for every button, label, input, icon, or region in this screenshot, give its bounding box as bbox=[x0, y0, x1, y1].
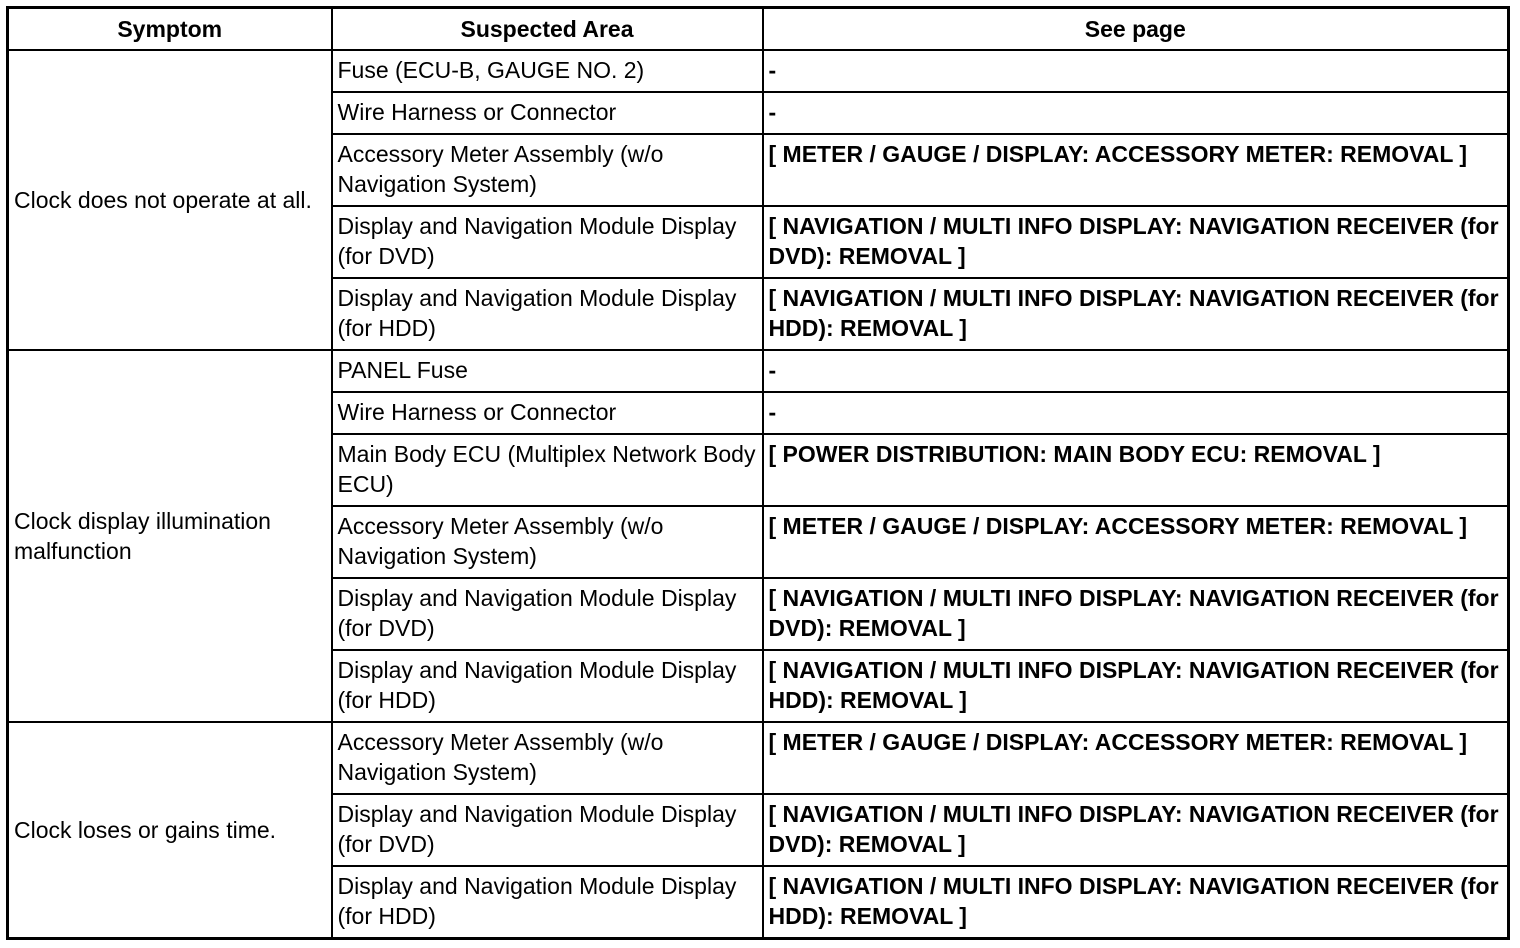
header-row bbox=[8, 8, 1509, 51]
suspected-area-cell: Display and Navigation Module Display (for HDD) bbox=[332, 650, 763, 722]
suspected-area-cell: Wire Harness or Connector bbox=[332, 92, 763, 134]
troubleshooting-table bbox=[6, 6, 1510, 940]
suspected-area-cell: Accessory Meter Assembly (w/o Navigation System) bbox=[332, 506, 763, 578]
suspected-area-cell: Display and Navigation Module Display (for DVD) bbox=[332, 578, 763, 650]
see-page-link[interactable]: [ METER / GAUGE / DISPLAY: ACCESSORY METER: REMOVAL ] bbox=[763, 722, 1509, 794]
see-page-cell: - bbox=[763, 92, 1509, 134]
see-page-link[interactable]: [ NAVIGATION / MULTI INFO DISPLAY: NAVIGATION RECEIVER (for HDD): REMOVAL ] bbox=[763, 650, 1509, 722]
see-page-link[interactable]: [ NAVIGATION / MULTI INFO DISPLAY: NAVIGATION RECEIVER (for DVD): REMOVAL ] bbox=[763, 794, 1509, 866]
see-page-link[interactable]: [ NAVIGATION / MULTI INFO DISPLAY: NAVIGATION RECEIVER (for HDD): REMOVAL ] bbox=[763, 866, 1509, 939]
see-page-cell: - bbox=[763, 392, 1509, 434]
suspected-area-cell: Display and Navigation Module Display (for DVD) bbox=[332, 206, 763, 278]
symptom-cell: Clock display illumination malfunction bbox=[8, 350, 332, 722]
symptom-cell: Clock loses or gains time. bbox=[8, 722, 332, 939]
see-page-cell: - bbox=[763, 50, 1509, 92]
header-see-page: See page bbox=[763, 8, 1509, 51]
suspected-area-cell: Accessory Meter Assembly (w/o Navigation System) bbox=[332, 722, 763, 794]
see-page-link[interactable]: [ NAVIGATION / MULTI INFO DISPLAY: NAVIGATION RECEIVER (for DVD): REMOVAL ] bbox=[763, 578, 1509, 650]
see-page-link[interactable]: [ METER / GAUGE / DISPLAY: ACCESSORY METER: REMOVAL ] bbox=[763, 506, 1509, 578]
suspected-area-cell: Display and Navigation Module Display (for HDD) bbox=[332, 866, 763, 939]
suspected-area-cell: Main Body ECU (Multiplex Network Body ECU) bbox=[332, 434, 763, 506]
header-suspected-area: Suspected Area bbox=[332, 8, 763, 51]
see-page-link[interactable]: [ METER / GAUGE / DISPLAY: ACCESSORY METER: REMOVAL ] bbox=[763, 134, 1509, 206]
table-row bbox=[8, 722, 1509, 794]
see-page-link[interactable]: [ NAVIGATION / MULTI INFO DISPLAY: NAVIGATION RECEIVER (for DVD): REMOVAL ] bbox=[763, 206, 1509, 278]
header-symptom: Symptom bbox=[8, 8, 332, 51]
suspected-area-cell: Display and Navigation Module Display (for HDD) bbox=[332, 278, 763, 350]
see-page-cell: - bbox=[763, 350, 1509, 392]
suspected-area-cell: Accessory Meter Assembly (w/o Navigation System) bbox=[332, 134, 763, 206]
suspected-area-cell: Fuse (ECU-B, GAUGE NO. 2) bbox=[332, 50, 763, 92]
table-row bbox=[8, 50, 1509, 92]
suspected-area-cell: Wire Harness or Connector bbox=[332, 392, 763, 434]
symptom-cell: Clock does not operate at all. bbox=[8, 50, 332, 350]
suspected-area-cell: PANEL Fuse bbox=[332, 350, 763, 392]
table-row bbox=[8, 350, 1509, 392]
see-page-link[interactable]: [ POWER DISTRIBUTION: MAIN BODY ECU: REMOVAL ] bbox=[763, 434, 1509, 506]
suspected-area-cell: Display and Navigation Module Display (for DVD) bbox=[332, 794, 763, 866]
see-page-link[interactable]: [ NAVIGATION / MULTI INFO DISPLAY: NAVIGATION RECEIVER (for HDD): REMOVAL ] bbox=[763, 278, 1509, 350]
